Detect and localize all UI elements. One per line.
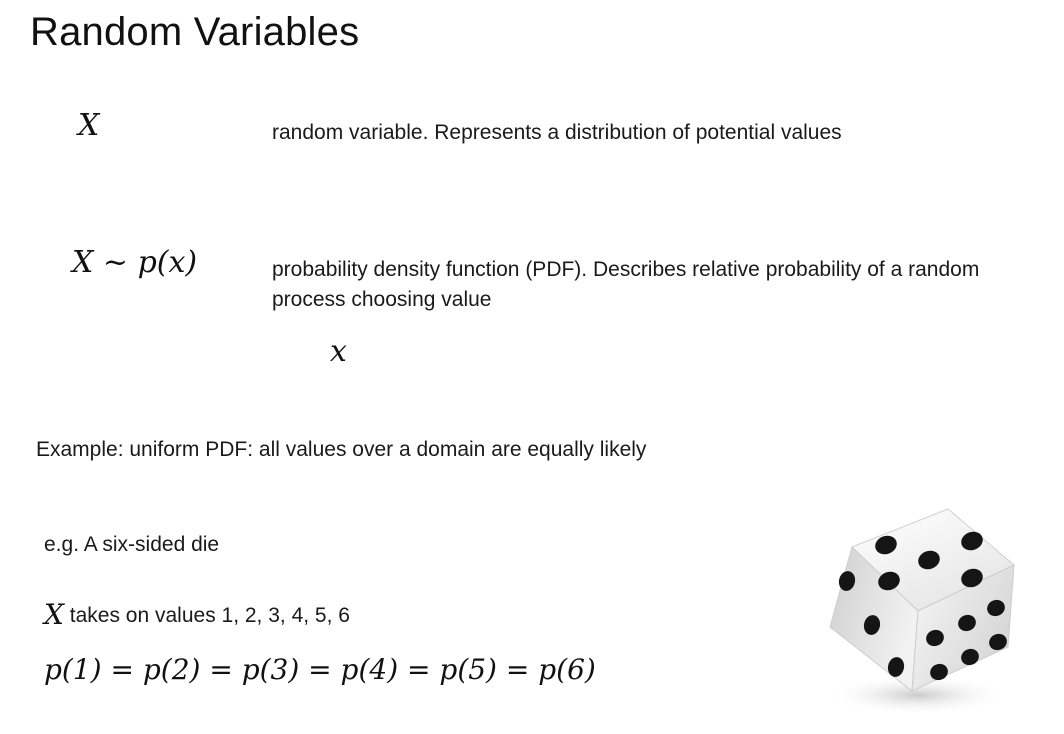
symbol-random-variable: X bbox=[78, 108, 100, 143]
description-random-variable: random variable. Represents a distribution of potential values bbox=[272, 121, 842, 144]
eg-heading: e.g. A six-sided die bbox=[44, 533, 220, 556]
example-uniform-pdf-line: Example: uniform PDF: all values over a domain are equally likely bbox=[36, 438, 647, 461]
six-sided-die-photo bbox=[800, 495, 1030, 715]
description-pdf: probability density function (PDF). Describes relative probability of a random process choosing value bbox=[272, 258, 980, 312]
values-line bbox=[44, 598, 350, 631]
symbol-pdf: X ~ p(x) bbox=[72, 245, 198, 280]
values-text: takes on values 1, 2, 3, 4, 5, 6 bbox=[63, 604, 350, 627]
symbol-value-x: x bbox=[330, 334, 347, 369]
values-symbol: X bbox=[44, 598, 64, 631]
page-title: Random Variables bbox=[30, 10, 360, 54]
probability-equation: p(1) = p(2) = p(3) = p(4) = p(5) = p(6) bbox=[44, 653, 596, 686]
